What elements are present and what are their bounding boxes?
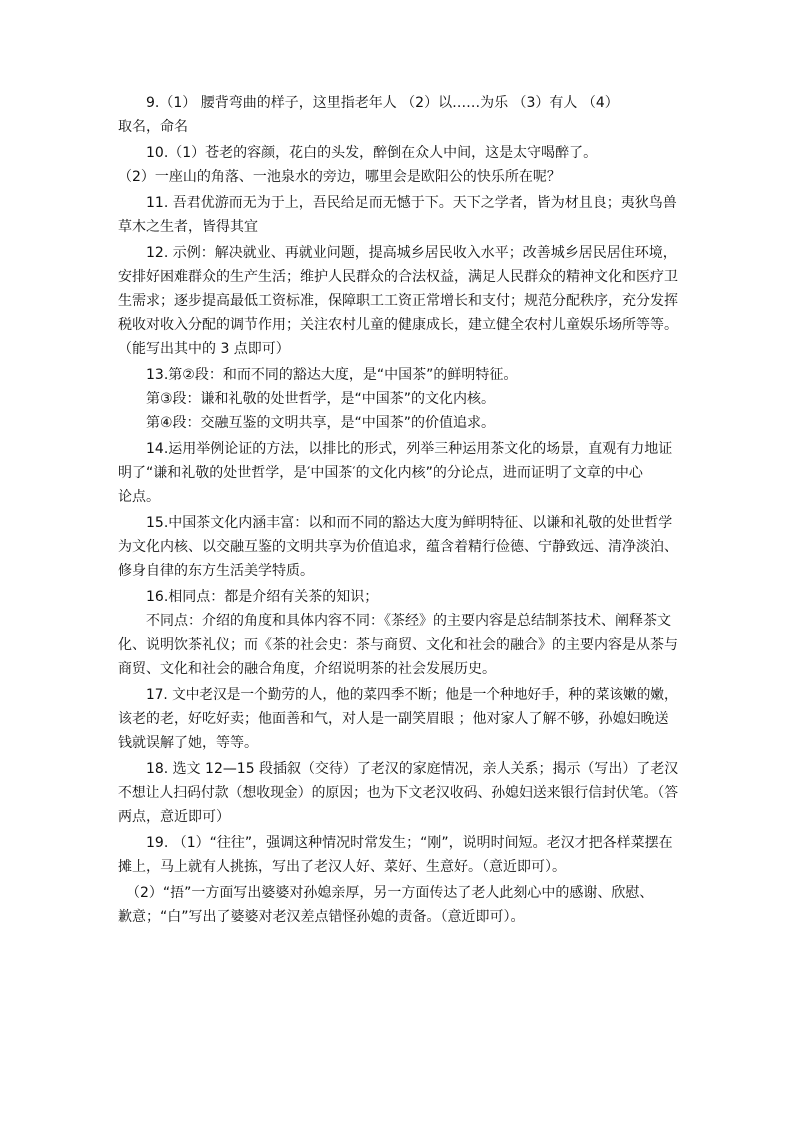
answer-12-line-4: 税收对收入分配的调节作用；关注农村儿童的健康成长，建立健全农村儿童娱乐场所等等。 bbox=[118, 317, 678, 333]
answer-13-line-2: 第③段：谦和礼敬的处世哲学，是“中国茶”的文化内核。 bbox=[146, 391, 496, 407]
answer-11-line-2: 草木之生者，皆得其宜 bbox=[118, 219, 258, 235]
answer-19-line-3: （2）“捂”一方面写出婆婆对孙媳亲厚，另一方面传达了老人此刻心中的感谢、欣慰、 bbox=[126, 885, 654, 901]
answer-19-line-1: 19. （1）“往往”，强调这种情况时常发生；“刚”，说明时间短。老汉才把各样菜摆在 bbox=[146, 835, 673, 851]
answer-19-line-2: 摊上，马上就有人挑拣，写出了老汉人好、菜好、生意好。（意近即可）。 bbox=[118, 859, 566, 875]
answer-19-line-4: 歉意；“白”写出了婆婆对老汉差点错怪孙媳的责备。（意近即可）。 bbox=[118, 909, 525, 925]
answer-16-line-2: 不同点：介绍的角度和具体内容不同：《茶经》的主要内容是总结制茶技术、阐释茶文 bbox=[146, 613, 671, 629]
answer-13-line-3: 第④段：交融互鉴的文明共享，是“中国茶”的价值追求。 bbox=[146, 415, 496, 431]
answer-12-line-5: （能写出其中的 3 点即可） bbox=[118, 341, 290, 357]
answer-17-line-1: 17. 文中老汉是一个勤劳的人，他的菜四季不断；他是一个种地好手，种的菜该嫩的嫩， bbox=[146, 687, 678, 703]
answer-10-line-1: 10.（1）苍老的容颜，花白的头发，醉倒在众人中间，这是太守喝醉了。 bbox=[146, 145, 598, 161]
answer-14-line-1: 14.运用举例论证的方法，以排比的形式，列举三种运用茶文化的场景，直观有力地证 bbox=[146, 441, 673, 457]
answer-10-line-2: （2）一座山的角落、一池泉水的旁边，哪里会是欧阳公的快乐所在呢？ bbox=[118, 169, 561, 185]
answer-12-line-3: 生需求；逐步提高最低工资标准，保障职工工资正常增长和支付；规范分配秩序，充分发挥 bbox=[118, 293, 678, 309]
answer-11-line-1: 11. 吾君优游而无为于上，吾民给足而无憾于下。天下之学者，皆为材且良；夷狄鸟兽 bbox=[146, 195, 677, 211]
answer-18-line-2: 不想让人扫码付款（想收现金）的原因；也为下文老汉收码、孙媳妇送来银行信封伏笔。（答 bbox=[118, 785, 679, 801]
answer-9-line-1: 9.（1） 腰背弯曲的样子，这里指老年人 （2）以……为乐 （3）有人 （4） bbox=[146, 95, 619, 111]
answer-18-line-3: 两点，意近即可） bbox=[118, 809, 230, 825]
answer-16-line-3: 化、说明饮茶礼仪；而《茶的社会史：茶与商贸、文化和社会的融合》的主要内容是从茶与 bbox=[118, 637, 678, 653]
answer-12-line-2: 安排好困难群众的生产生活；维护人民群众的合法权益，满足人民群众的精神文化和医疗卫 bbox=[118, 269, 678, 285]
answer-17-line-3: 钱就误解了她，等等。 bbox=[118, 735, 258, 751]
answer-15-line-3: 修身自律的东方生活美学特质。 bbox=[118, 563, 314, 579]
answer-9-line-2: 取名，命名 bbox=[118, 119, 188, 135]
answer-16-line-1: 16.相同点：都是介绍有关茶的知识； bbox=[146, 589, 379, 605]
answer-17-line-2: 该老的老，好吃好卖；他面善和气，对人是一副笑眉眼 ；他对家人了解不够，孙媳妇晚送 bbox=[118, 711, 669, 727]
answer-18-line-1: 18. 选文 12—15 段插叙（交待）了老汉的家庭情况，亲人关系；揭示（写出）了老汉 bbox=[146, 761, 679, 777]
answer-12-line-1: 12. 示例：解决就业、再就业问题，提高城乡居民收入水平；改善城乡居民居住环境， bbox=[146, 245, 677, 261]
answer-15-line-1: 15.中国茶文化内涵丰富：以和而不同的豁达大度为鲜明特征、以谦和礼敬的处世哲学 bbox=[146, 515, 673, 531]
answer-14-line-2: 明了“谦和礼敬的处世哲学，是′中国茶′的文化内核”的分论点，进而证明了文章的中心 bbox=[118, 465, 643, 481]
answer-15-line-2: 为文化内核、以交融互鉴的文明共享为价值追求，蕴含着精行俭德、宁静致远、清净淡泊、 bbox=[118, 539, 678, 555]
answer-16-line-4: 商贸、文化和社会的融合角度，介绍说明茶的社会发展历史。 bbox=[118, 661, 496, 677]
answer-13-line-1: 13.第②段：和而不同的豁达大度，是“中国茶”的鲜明特征。 bbox=[146, 367, 518, 383]
answer-14-line-3: 论点。 bbox=[118, 489, 160, 505]
